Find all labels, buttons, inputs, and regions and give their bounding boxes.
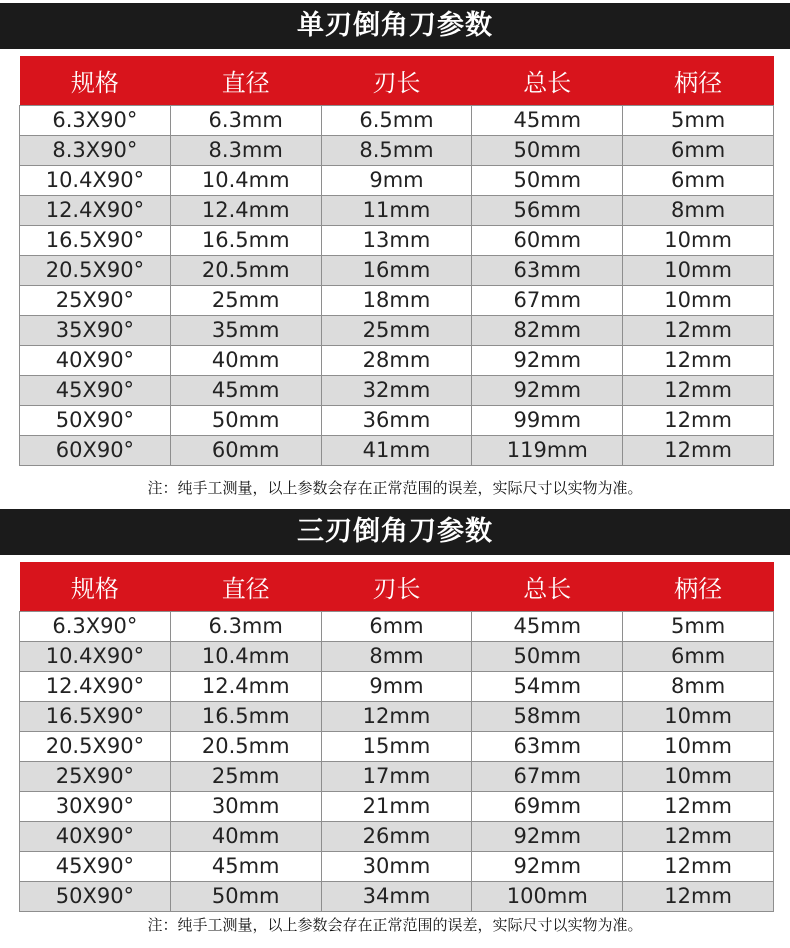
blade-length-cell: 34mm [321, 882, 472, 912]
column-header-diameter: 直径 [170, 56, 321, 106]
blade-length-cell: 18mm [321, 286, 472, 316]
total-length-cell: 119mm [472, 436, 623, 466]
spec-cell: 25X90° [20, 762, 171, 792]
blade-length-cell: 30mm [321, 852, 472, 882]
total-length-cell: 50mm [472, 136, 623, 166]
diameter-cell: 50mm [170, 406, 321, 436]
diameter-cell: 60mm [170, 436, 321, 466]
spec-cell: 25X90° [20, 286, 171, 316]
table-row [20, 346, 774, 376]
column-header-spec: 规格 [20, 56, 171, 106]
spec-cell: 6.3X90° [20, 612, 171, 642]
table-row [20, 672, 774, 702]
diameter-cell: 30mm [170, 792, 321, 822]
diameter-cell: 45mm [170, 376, 321, 406]
shank-diameter-cell: 12mm [623, 882, 774, 912]
blade-length-cell: 41mm [321, 436, 472, 466]
column-header-shank-diameter: 柄径 [623, 56, 774, 106]
table-row [20, 136, 774, 166]
total-length-cell: 63mm [472, 732, 623, 762]
table-row [20, 882, 774, 912]
blade-length-cell: 9mm [321, 166, 472, 196]
blade-length-cell: 17mm [321, 762, 472, 792]
spec-cell: 40X90° [20, 822, 171, 852]
shank-diameter-cell: 12mm [623, 316, 774, 346]
section-title-three-flute: 三刃倒角刀参数 [0, 509, 790, 555]
spec-cell: 50X90° [20, 406, 171, 436]
shank-diameter-cell: 12mm [623, 852, 774, 882]
shank-diameter-cell: 10mm [623, 762, 774, 792]
total-length-cell: 92mm [472, 852, 623, 882]
spec-cell: 12.4X90° [20, 196, 171, 226]
diameter-cell: 8.3mm [170, 136, 321, 166]
spec-cell: 20.5X90° [20, 256, 171, 286]
blade-length-cell: 12mm [321, 702, 472, 732]
diameter-cell: 40mm [170, 822, 321, 852]
spec-cell: 10.4X90° [20, 642, 171, 672]
shank-diameter-cell: 12mm [623, 792, 774, 822]
shank-diameter-cell: 12mm [623, 376, 774, 406]
measurement-note: 注：纯手工测量，以上参数会存在正常范围的误差，实际尺寸以实物为准。 [147, 916, 643, 934]
total-length-cell: 63mm [472, 256, 623, 286]
shank-diameter-cell: 5mm [623, 612, 774, 642]
shank-diameter-cell: 12mm [623, 406, 774, 436]
table-row [20, 822, 774, 852]
blade-length-cell: 21mm [321, 792, 472, 822]
diameter-cell: 25mm [170, 286, 321, 316]
table-row [20, 316, 774, 346]
spec-cell: 60X90° [20, 436, 171, 466]
table-row [20, 226, 774, 256]
table-body [20, 612, 774, 912]
column-header-total-length: 总长 [472, 562, 623, 612]
table-row [20, 286, 774, 316]
shank-diameter-cell: 10mm [623, 286, 774, 316]
total-length-cell: 99mm [472, 406, 623, 436]
spec-cell: 10.4X90° [20, 166, 171, 196]
diameter-cell: 6.3mm [170, 612, 321, 642]
shank-diameter-cell: 10mm [623, 226, 774, 256]
blade-length-cell: 32mm [321, 376, 472, 406]
spec-cell: 50X90° [20, 882, 171, 912]
spec-cell: 40X90° [20, 346, 171, 376]
total-length-cell: 56mm [472, 196, 623, 226]
total-length-cell: 50mm [472, 642, 623, 672]
diameter-cell: 35mm [170, 316, 321, 346]
total-length-cell: 58mm [472, 702, 623, 732]
single-flute-spec-table [19, 56, 774, 466]
blade-length-cell: 6mm [321, 612, 472, 642]
spec-cell: 45X90° [20, 852, 171, 882]
diameter-cell: 16.5mm [170, 226, 321, 256]
total-length-cell: 54mm [472, 672, 623, 702]
total-length-cell: 92mm [472, 822, 623, 852]
table-body [20, 106, 774, 466]
diameter-cell: 6.3mm [170, 106, 321, 136]
table-row [20, 106, 774, 136]
column-header-shank-diameter: 柄径 [623, 562, 774, 612]
column-header-blade-length: 刃长 [321, 56, 472, 106]
shank-diameter-cell: 12mm [623, 346, 774, 376]
diameter-cell: 16.5mm [170, 702, 321, 732]
blade-length-cell: 26mm [321, 822, 472, 852]
blade-length-cell: 8.5mm [321, 136, 472, 166]
blade-length-cell: 6.5mm [321, 106, 472, 136]
total-length-cell: 82mm [472, 316, 623, 346]
table-row [20, 436, 774, 466]
shank-diameter-cell: 6mm [623, 642, 774, 672]
blade-length-cell: 9mm [321, 672, 472, 702]
blade-length-cell: 15mm [321, 732, 472, 762]
diameter-cell: 25mm [170, 762, 321, 792]
blade-length-cell: 11mm [321, 196, 472, 226]
column-header-total-length: 总长 [472, 56, 623, 106]
spec-cell: 16.5X90° [20, 226, 171, 256]
shank-diameter-cell: 12mm [623, 436, 774, 466]
blade-length-cell: 8mm [321, 642, 472, 672]
spec-cell: 35X90° [20, 316, 171, 346]
diameter-cell: 12.4mm [170, 196, 321, 226]
spec-cell: 12.4X90° [20, 672, 171, 702]
diameter-cell: 10.4mm [170, 166, 321, 196]
table-row [20, 762, 774, 792]
diameter-cell: 45mm [170, 852, 321, 882]
diameter-cell: 50mm [170, 882, 321, 912]
blade-length-cell: 28mm [321, 346, 472, 376]
total-length-cell: 45mm [472, 106, 623, 136]
shank-diameter-cell: 8mm [623, 672, 774, 702]
diameter-cell: 40mm [170, 346, 321, 376]
spec-cell: 8.3X90° [20, 136, 171, 166]
table-row [20, 406, 774, 436]
blade-length-cell: 13mm [321, 226, 472, 256]
shank-diameter-cell: 12mm [623, 822, 774, 852]
measurement-note: 注：纯手工测量，以上参数会存在正常范围的误差，实际尺寸以实物为准。 [147, 479, 643, 497]
table-row [20, 642, 774, 672]
table-row [20, 792, 774, 822]
column-header-diameter: 直径 [170, 562, 321, 612]
total-length-cell: 69mm [472, 792, 623, 822]
table-row [20, 256, 774, 286]
diameter-cell: 10.4mm [170, 642, 321, 672]
table-row [20, 376, 774, 406]
total-length-cell: 60mm [472, 226, 623, 256]
blade-length-cell: 25mm [321, 316, 472, 346]
table-row [20, 852, 774, 882]
table-row [20, 166, 774, 196]
column-header-spec: 规格 [20, 562, 171, 612]
shank-diameter-cell: 10mm [623, 702, 774, 732]
shank-diameter-cell: 6mm [623, 166, 774, 196]
table-header-row [20, 562, 774, 612]
table-header-row [20, 56, 774, 106]
shank-diameter-cell: 10mm [623, 732, 774, 762]
diameter-cell: 12.4mm [170, 672, 321, 702]
total-length-cell: 50mm [472, 166, 623, 196]
total-length-cell: 92mm [472, 376, 623, 406]
spec-cell: 6.3X90° [20, 106, 171, 136]
spec-cell: 45X90° [20, 376, 171, 406]
section-title-single-flute: 单刃倒角刀参数 [0, 3, 790, 49]
total-length-cell: 45mm [472, 612, 623, 642]
three-flute-spec-table [19, 562, 774, 912]
spec-cell: 20.5X90° [20, 732, 171, 762]
diameter-cell: 20.5mm [170, 732, 321, 762]
total-length-cell: 67mm [472, 286, 623, 316]
shank-diameter-cell: 5mm [623, 106, 774, 136]
total-length-cell: 100mm [472, 882, 623, 912]
column-header-blade-length: 刃长 [321, 562, 472, 612]
spec-cell: 30X90° [20, 792, 171, 822]
total-length-cell: 92mm [472, 346, 623, 376]
blade-length-cell: 36mm [321, 406, 472, 436]
table-row [20, 702, 774, 732]
table-row [20, 732, 774, 762]
blade-length-cell: 16mm [321, 256, 472, 286]
shank-diameter-cell: 8mm [623, 196, 774, 226]
table-row [20, 196, 774, 226]
shank-diameter-cell: 6mm [623, 136, 774, 166]
spec-cell: 16.5X90° [20, 702, 171, 732]
diameter-cell: 20.5mm [170, 256, 321, 286]
total-length-cell: 67mm [472, 762, 623, 792]
table-row [20, 612, 774, 642]
shank-diameter-cell: 10mm [623, 256, 774, 286]
